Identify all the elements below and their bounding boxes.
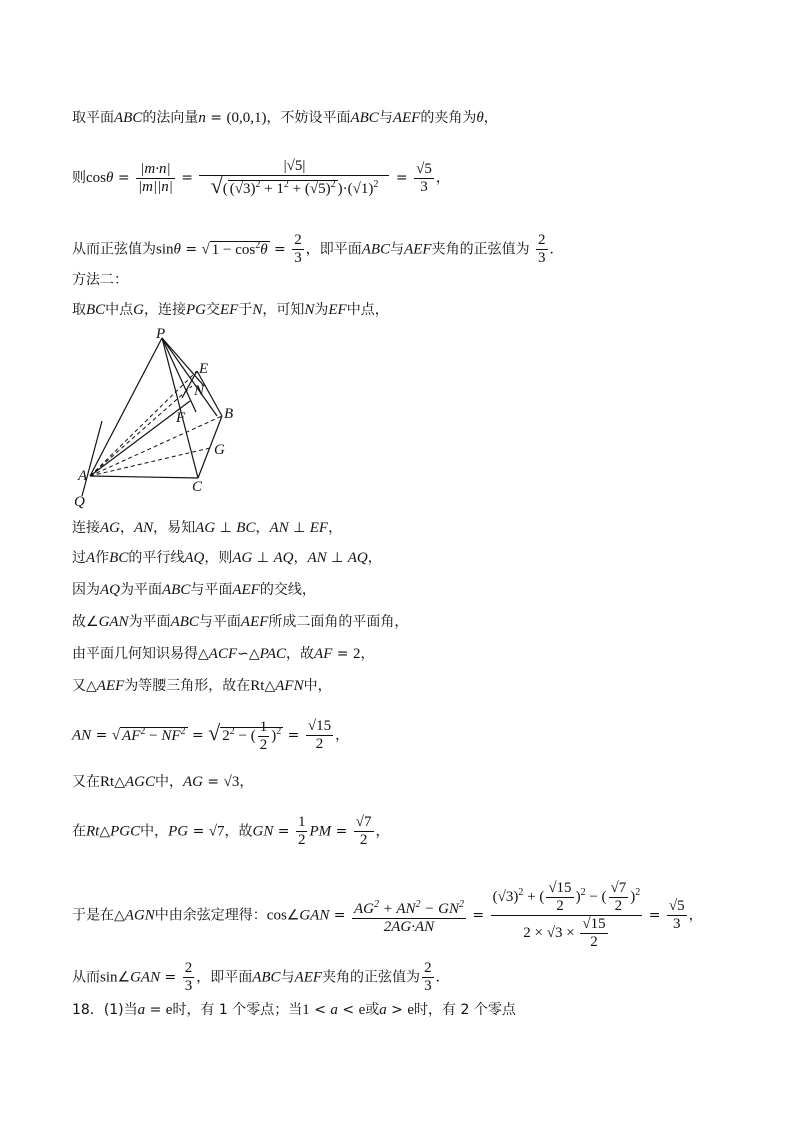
geometry-figure — [72, 326, 242, 511]
text-line-PG: 在Rt△PGC中，PG = √7，故GN = $\frac{1}{2}$ PM = $\frac{√7}{2}$ ， — [72, 814, 390, 848]
label-C: C — [192, 479, 203, 495]
text-line-isosceles: 又△AEF为等腰三角形，故在Rt△AFN中， — [72, 678, 332, 694]
label-F: F — [176, 410, 186, 426]
edge-PA — [90, 338, 162, 476]
text-line-similar: 由平面几何知识易得△ACF∽△PAC，故AF = 2， — [72, 646, 375, 662]
label-P: P — [156, 326, 166, 342]
text-line-method-two: 方法二： — [72, 272, 128, 288]
text-line-AN: AN = √ $AF^2 - NF^2$ = √ $2^2$ − ( $\frac{1}{2}$ )$^2$ = $\frac{√15}{2}$ ， — [72, 718, 350, 753]
text-line-cos-theta: 则cosθ = $\frac{|m\cdot n|}{|m||n|}$ = $\frac{|√5|}{√( (√3)^2 + 1^2 + (√5)^2 )\cdot(√1)^2}$ = $\frac{√5}{3}$ ， — [72, 158, 450, 198]
label-G: G — [214, 442, 225, 458]
text-line-AG: 又在Rt△AGC中，AG = √3， — [72, 774, 254, 790]
text-line-sin-theta: 从而正弦值为sinθ = √ $1 - \cos^2\theta$ = $\frac{2}{3}$ ，即平面ABC与AEF夹角的正弦值为 $\frac{2}{3}$ ． — [72, 232, 564, 266]
edge-PB — [162, 338, 217, 416]
text-line-sin-GAN: 从而sin∠GAN = $\frac{2}{3}$ ，即平面ABC与AEF夹角的正弦值为 $\frac{2}{3}$ ． — [72, 960, 450, 994]
label-N: N — [194, 383, 205, 399]
text-line-cosine-law: 于是在△AGN中由余弦定理得：cos∠GAN = $\frac{AG^2 + AN^2 - GN^2}{2AG\cdot AN}$ = $(√3)^2$ + ( $\frac{√15}{2}$ )$^2$ − ( $\frac{√7}{2}$ )$^2$ 2 × √3 × $\frac{√15}{2}$ = $\frac{√5}{3}$ ， — [72, 880, 703, 950]
text-line-dihedral: 故∠GAN为平面ABC与平面AEF所成二面角的平面角， — [72, 614, 409, 630]
label-Q: Q — [74, 494, 85, 510]
text-line-normal-vector: 取平面ABC的法向量n = (0,0,1)，不妨设平面ABC与AEF的夹角为θ， — [72, 110, 498, 126]
label-A: A — [78, 468, 88, 484]
edge-AC — [90, 476, 198, 478]
text-line-q18: 18．(1)当a = e时，有 1 个零点；当1 < a < e或a > e时，有 2 个零点 — [72, 1002, 516, 1018]
text-line-intersection: 因为AQ为平面ABC与平面AEF的交线， — [72, 582, 316, 598]
dashed-AN — [90, 386, 192, 476]
text-line-parallel: 过A作BC的平行线AQ，则AG ⊥ AQ，AN ⊥ AQ， — [72, 550, 382, 566]
label-E: E — [199, 361, 209, 377]
label-B: B — [224, 406, 234, 422]
text-line-connect: 连接AG，AN，易知AG ⊥ BC，AN ⊥ EF， — [72, 520, 343, 536]
text-line-midpoint: 取BC中点G，连接PG交EF于N，可知N为EF中点， — [72, 302, 389, 318]
